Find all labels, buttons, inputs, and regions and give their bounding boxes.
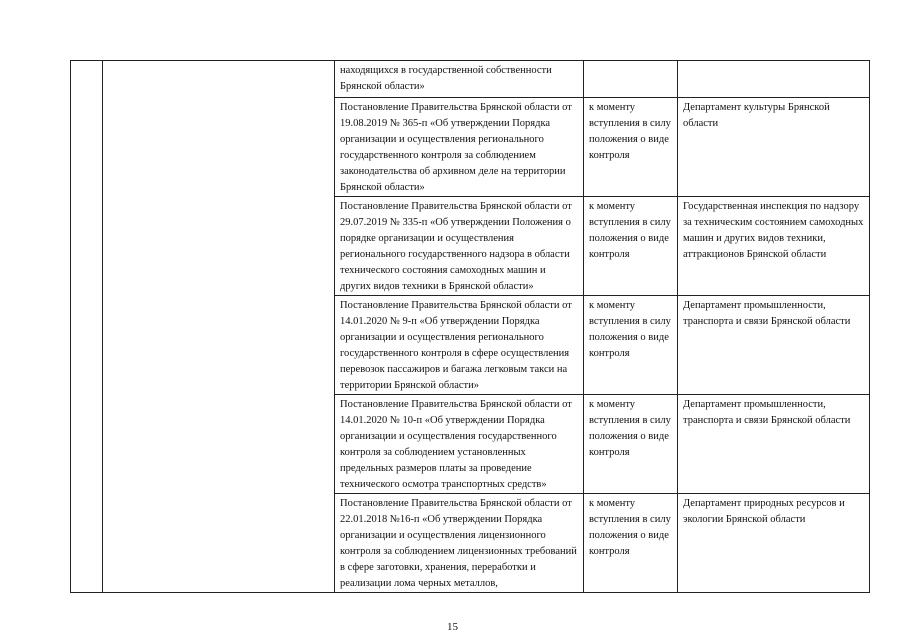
act-cell: Постановление Правительства Брянской области от 19.08.2019 № 365-п «Об утверждении Порядка организации и осуществления регионального государственного контроля за соблюдением законодательства об архивном деле на территории Брянской области»: [335, 98, 584, 197]
act-cell: Постановление Правительства Брянской области от 14.01.2020 № 9-п «Об утверждении Порядка организации и осуществления регионального государственного контроля в сфере осуществления перевозок пассажиров и багажа легковым такси на территории Брянской области»: [335, 296, 584, 395]
date-cell: к моменту вступления в силу положения о виде контроля: [584, 395, 678, 494]
authority-cell: Департамент природных ресурсов и экологии Брянской области: [678, 494, 870, 593]
date-cell: к моменту вступления в силу положения о виде контроля: [584, 197, 678, 296]
control-type-column-cell: [103, 61, 335, 593]
document-table: [70, 60, 870, 593]
date-cell: [584, 61, 678, 98]
number-column-cell: [71, 61, 103, 593]
act-cell: Постановление Правительства Брянской области от 22.01.2018 №16-п «Об утверждении Порядка организации и осуществления лицензионного контроля за соблюдением лицензионных требований в сфере заготовки, хранения, переработки и реализации лома черных металлов,: [335, 494, 584, 593]
table-row: [71, 61, 870, 98]
authority-cell: Департамент культуры Брянской области: [678, 98, 870, 197]
date-cell: к моменту вступления в силу положения о виде контроля: [584, 98, 678, 197]
act-cell: Постановление Правительства Брянской области от 14.01.2020 № 10-п «Об утверждении Порядка организации и осуществления государственного контроля за соблюдением установленных предельных размеров платы за проведение технического осмотра транспортных средств»: [335, 395, 584, 494]
act-cell: находящихся в государственной собственности Брянской области»: [335, 61, 584, 98]
authority-cell: Департамент промышленности, транспорта и связи Брянской области: [678, 395, 870, 494]
authority-cell: [678, 61, 870, 98]
authority-cell: Государственная инспекция по надзору за техническим состоянием самоходных машин и других видов техники, аттракционов Брянской области: [678, 197, 870, 296]
date-cell: к моменту вступления в силу положения о виде контроля: [584, 296, 678, 395]
date-cell: к моменту вступления в силу положения о виде контроля: [584, 494, 678, 593]
act-cell: Постановление Правительства Брянской области от 29.07.2019 № 335-п «Об утверждении Положения о порядке организации и осуществления регионального государственного надзора в области технического состояния самоходных машин и других видов техники в Брянской области»: [335, 197, 584, 296]
authority-cell: Департамент промышленности, транспорта и связи Брянской области: [678, 296, 870, 395]
page-number: 15: [447, 621, 458, 633]
